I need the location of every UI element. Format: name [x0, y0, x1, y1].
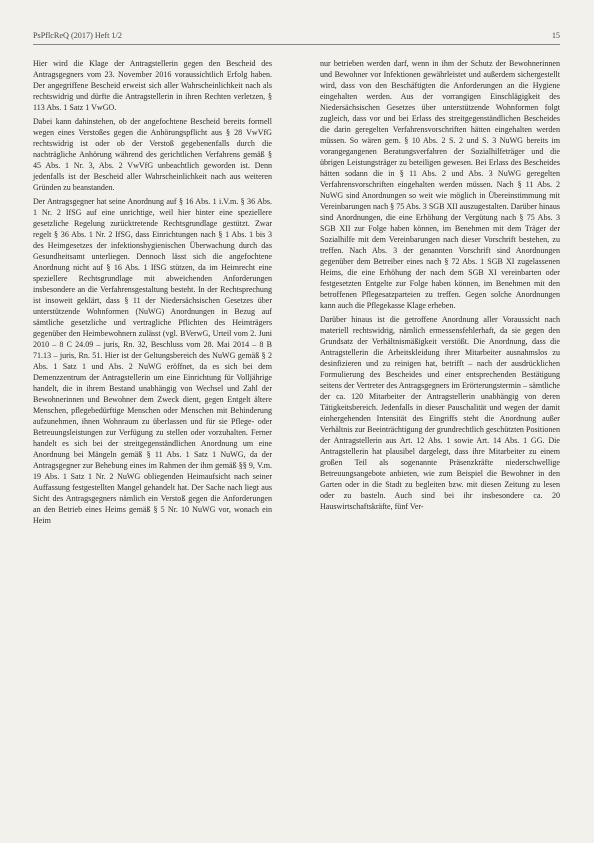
- header-rule: [33, 44, 560, 45]
- paragraph: Hier wird die Klage der Antragstellerin gegen den Bescheid des Antragsgegners vom 23. November 2016 voraussichtlich Erfolg haben. Der angegriffene Bescheid erweist sich aller Wahrscheinlichkeit nach als rechtswidrig und dürfte die Antragstellerin in ihren Rechten verletzen, § 113 Abs. 1 Satz 1 VwGO.: [33, 59, 272, 112]
- paragraph: Darüber hinaus ist die getroffene Anordnung aller Voraussicht nach materiell rechtswidrig, nämlich ermessensfehlerhaft, da sie gegen den Grundsatz der Verhältnismäßigkeit verstößt. Die Anordnung, dass die Antragstellerin die Arbeitskleidung ihrer Mitarbeiter ausnahmslos zu desinfizieren und zu reinigen hat, betrifft – nach der ausdrücklichen Formulierung des Bescheides und einer entsprechenden Bestätigung seitens der Vertreter des Antragsgegners im Erörterungstermin – sämtliche der ca. 120 Mitarbeiter der Antragstellerin unabhängig von deren Tätigkeitsbereich. Jedenfalls in dieser Pauschalität und wegen der damit einhergehenden Intensität des Eingriffs steht die Anordnung außer Verhältnis zur Beeinträchtigung der grundrechtlich geschützten Positionen der Antragstellerin aus Art. 12 Abs. 1 sowie Art. 14 Abs. 1 GG. Die Antragstellerin hat plausibel dargelegt, dass ihre Mitarbeiter zu einem großen Teil als sogenannte Präsenzkräfte niederschwellige Betreuungsangebote anbieten, wie zum Beispiel die Bewohner in den Garten oder in die Stadt zu begleiten bzw. mit diesen Zeitung zu lesen oder zu basteln. Auch sind bei ihr insbesondere ca. 20 Hauswirtschaftskräfte, fünf Ver-: [320, 315, 560, 511]
- paragraph: nur betrieben werden darf, wenn in ihm der Schutz der Bewohnerinnen und Bewohner vor Infektionen gewährleistet und außerdem sichergestellt wird, dass von den Beschäftigten die Anforderungen an die Hygiene eingehalten werden. Aus der vorrangigen Einschlägigkeit des Niedersächsischen Gesetzes über unterstützende Wohnformen folgt zugleich, dass vor und bei Erlass des streitgegenständlichen Bescheides die darin geregelten Verfahrensvorschriften hätten eingehalten werden müssen. So wären gem. § 10 Abs. 2 S. 2 und S. 3 NuWG bereits im vorangegangenen Beratungsverfahren der Sozialhilfeträger und die übrigen Leistungsträger zu beteiligen gewesen. Bei Erlass des Bescheides hätten sodann die in § 11 Abs. 2 und Abs. 3 NuWG geregelten Verfahrensvorschriften eingehalten werden müssen. Nach § 11 Abs. 2 NuWG sind Anordnungen so weit wie möglich in Übereinstimmung mit Vereinbarungen nach § 75 Abs. 3 SGB XII auszugestalten. Darüber hinaus sind Anordnungen, die eine Erhöhung der Vergütung nach § 75 Abs. 3 SGB XII zur Folge haben können, im Benehmen mit dem Träger der Sozialhilfe mit dem Vereinbarungen nach dieser Vorschrift bestehen, zu treffen. Nach Abs. 3 der genannten Vorschrift sind Anordnungen gegenüber dem Betreiber eines nach § 72 Abs. 1 SGB XI zugelassenen Heims, die eine Erhöhung der nach dem SGB XI vereinbarten oder festgesetzten Entgelte zur Folge haben können, im Benehmen mit den betroffenen Pflegesatzparteien zu treffen. Gegen solche Anordnungen kann auch die Pflegekasse Klage erheben.: [320, 59, 561, 310]
- paragraph: Der Antragsgegner hat seine Anordnung auf § 16 Abs. 1 i.V.m. § 36 Abs. 1 Nr. 2 IfSG auf eine unrichtige, weil hier hinter eine speziellere gesetzliche Regelung zurücktretende Rechtsgrundlage gestützt. Zwar regelt § 36 Abs. 1 Nr. 2 IfSG, dass Einrichtungen nach § 1 Abs. 1 bis 3 des Heimgesetzes der infektionshygienischen Überwachung durch das Gesundheitsamt unterliegen. Dennoch lässt sich die angefochtene Anordnung nicht auf § 16 Abs. 1 IfSG stützen, da im Heimrecht eine speziellere Rechtsgrundlage mit abweichenden Anforderungen insbesondere an die Verfahrensgestaltung besteht. In der Rechtsprechung ist insoweit geklärt, dass § 11 der Niedersächsischen Gesetzes über unterstützende Wohnformen (NuWG) Anordnungen in Bezug auf sämtliche gesetzliche und vertragliche Pflichten des Heimträgers gegenüber den Heimbewohnern zulässt (vgl. BVerwG, Urteil vom 2. Juni 2010 – 8 C 24.09 – juris, Rn. 32, Beschluss vom 28. Mai 2014 – 8 B 71.13 – juris, Rn. 51. Hier ist der Geltungsbereich des NuWG gemäß § 2 Abs. 1 Satz 1 und Abs. 2 NuWG eröffnet, da es sich bei dem Demenzzentrum der Antragstellerin um eine Einrichtung für Volljährige handelt, die in ihrem Bestand unabhängig von Wechsel und Zahl der Bewohnerinnen und Bewohner dem Zweck dient, gegen Entgelt ältere Menschen, pflegebedürftige Menschen oder Menschen mit Behinderung aufzunehmen, ihnen Wohnraum zu überlassen und für sie Pflege- oder Betreuungsleistungen zur Verfügung zu stellen oder vorzuhalten. Ferner handelt es sich bei der streitgegenständlichen Anordnung um eine Anordnung bei Mängeln gemäß § 11 Abs. 1 Satz 1 NuWG, da der Antragsgegner zur Behebung eines im Rahmen der ihm gemäß §§ 9, V.m. 19 Abs. 1 Satz 1 Nr. 2 NuWG obliegenden Heimaufsicht nach seiner Auffassung festgestellten Mangel gehandelt hat. Der Sache nach liegt aus Sicht des Antragsgegners nämlich ein Verstoß gegen die Anforderungen an den Betrieb eines Heims gemäß § 5 Nr. 10 NuWG vor, wonach ein Heim: [33, 197, 272, 525]
- journal-title: PsPflcReQ (2017) Heft 1/2: [33, 31, 122, 40]
- page-number: 15: [551, 31, 560, 40]
- paragraph: Dabei kann dahinstehen, ob der angefochtene Bescheid bereits formell wegen eines Verstoßes gegen die Anhörungspflicht aus § 28 VwVfG rechtswidrig ist oder ob der Verstoß gegebenenfalls durch die nachträgliche Anhörung während des gerichtlichen Verfahrens gemäß § 45 Abs. 1 Nr. 3, Abs. 2 VwVfG unbeachtlich geworden ist. Denn jedenfalls ist der Bescheid aller Wahrscheinlichkeit nach aus weiteren Gründen zu beanstanden.: [33, 117, 272, 192]
- right-column: [320, 58, 560, 512]
- left-column: [33, 58, 272, 526]
- running-head: [33, 31, 560, 40]
